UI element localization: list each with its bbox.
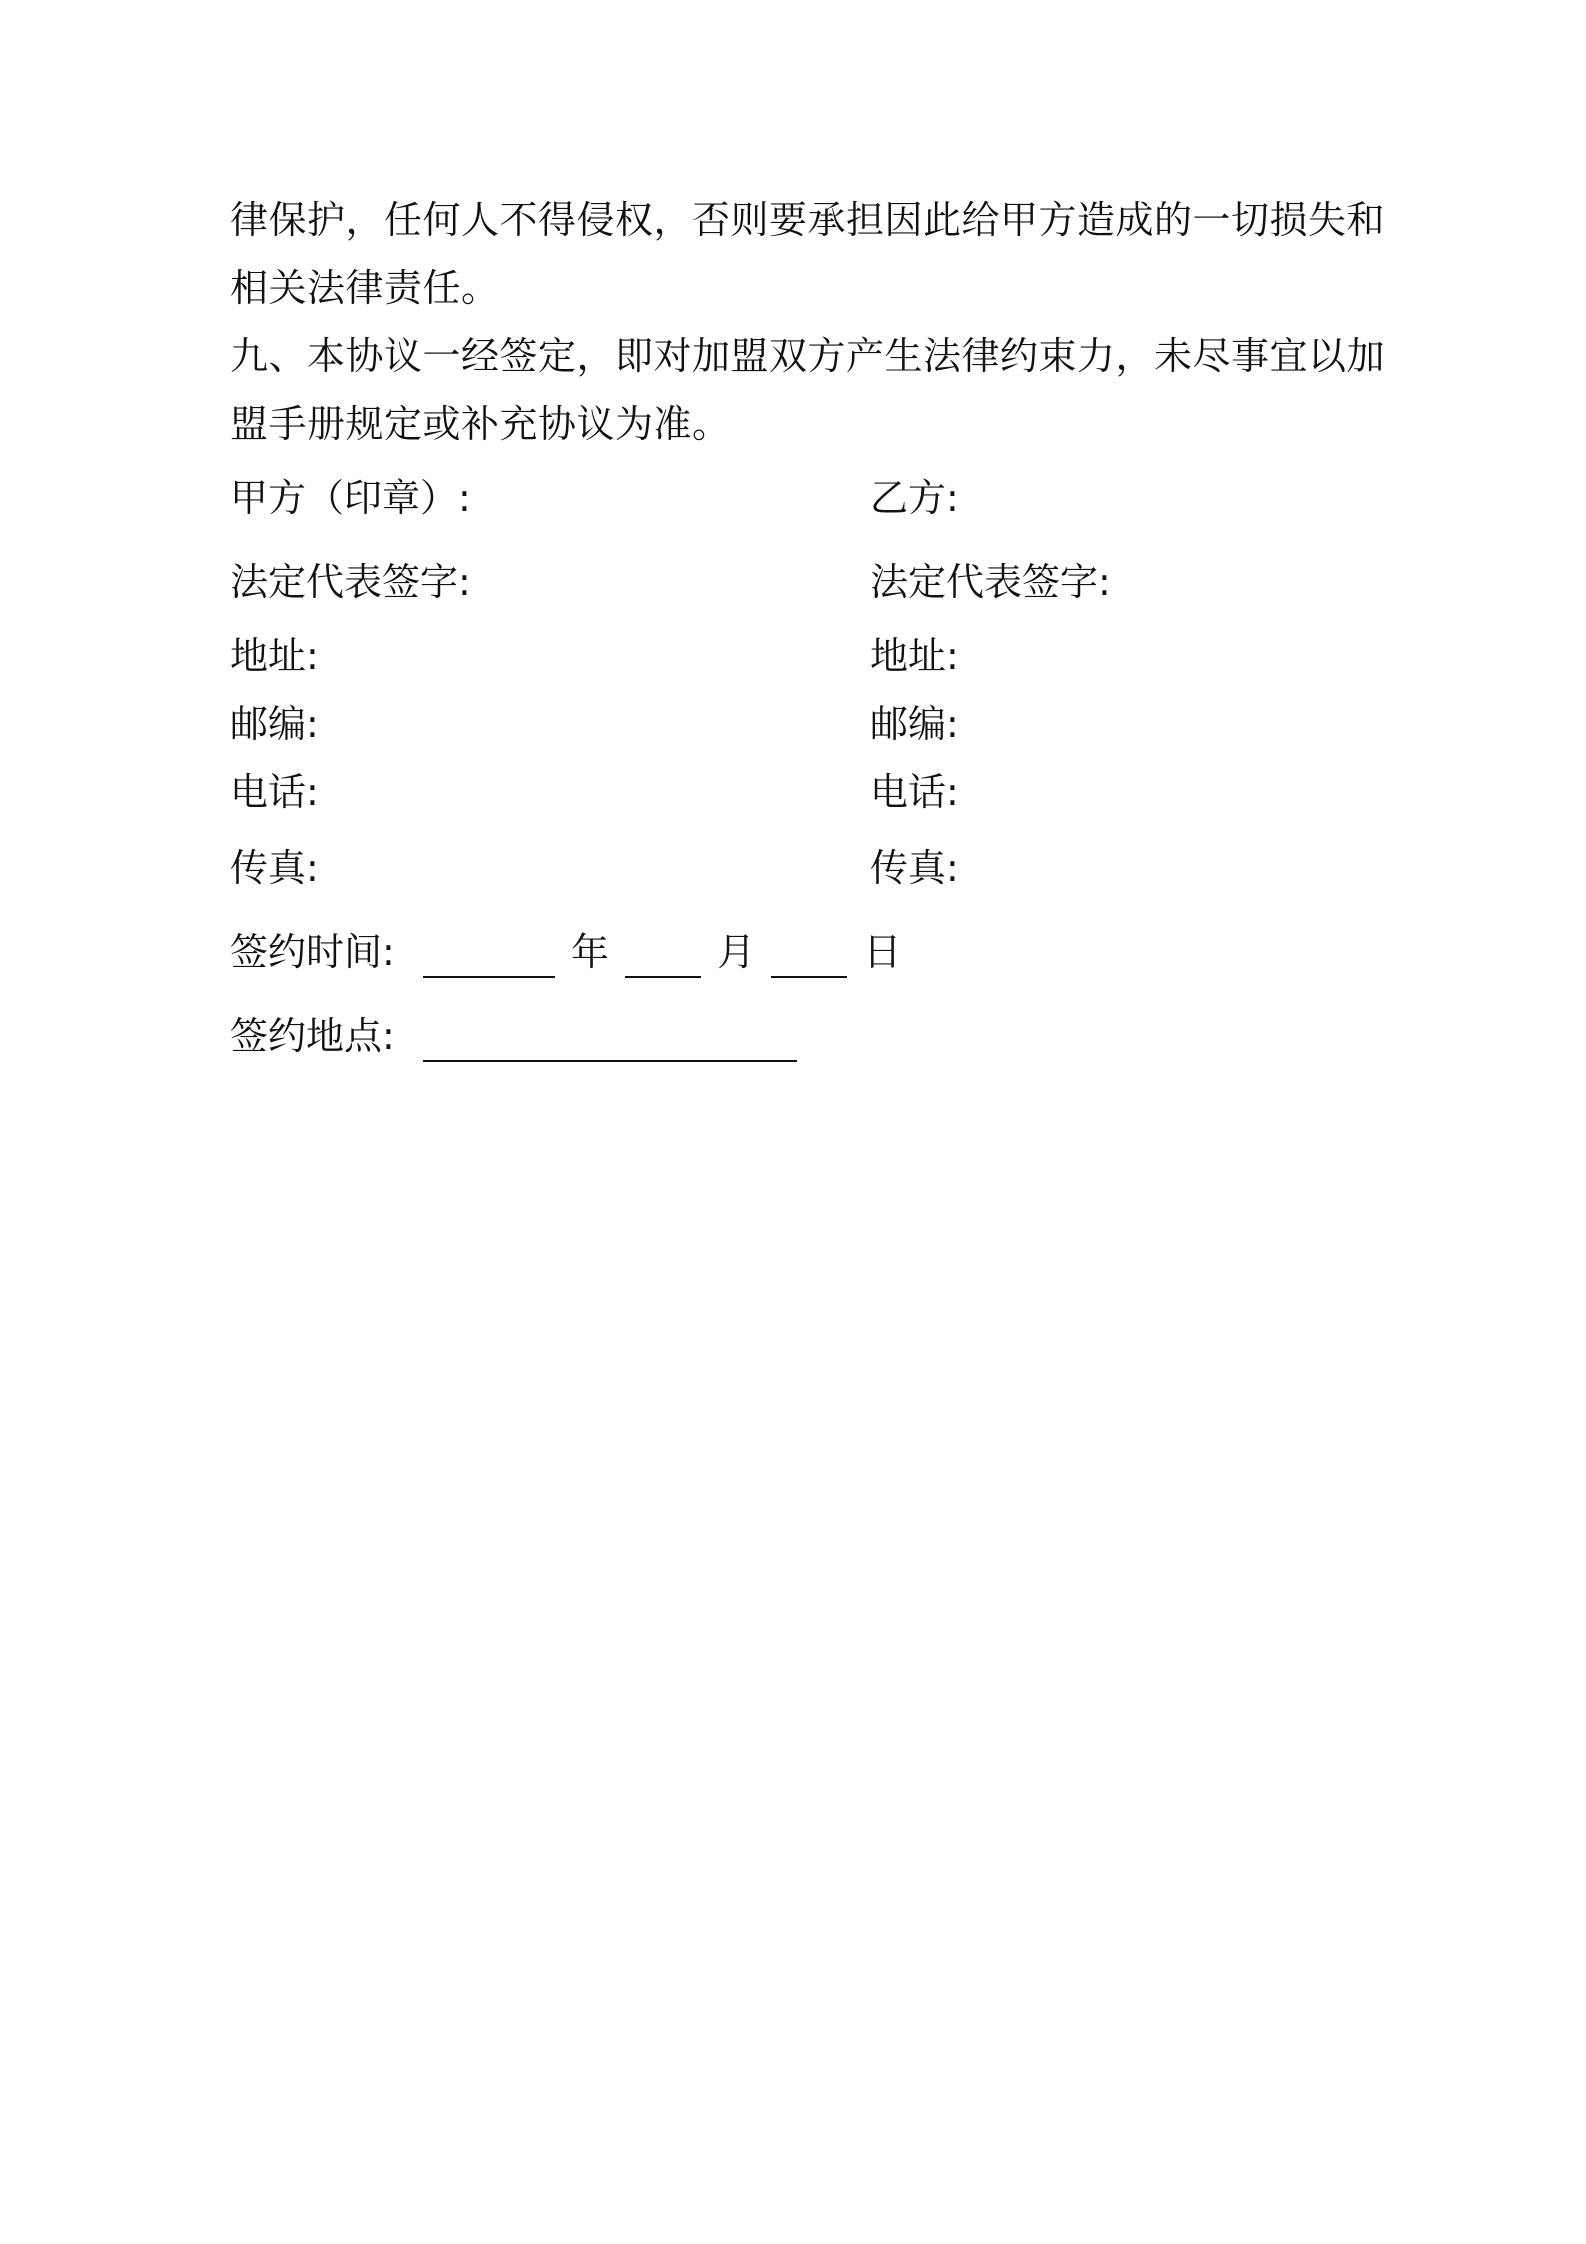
party-a-fax-label: 传真:: [230, 846, 319, 890]
paragraph-clause-9: [230, 322, 1386, 458]
party-b-postcode-label: 邮编:: [870, 702, 959, 746]
paragraph-line: 律保护，任何人不得侵权，否则要承担因此给甲方造成的一切损失和: [230, 198, 1386, 242]
year-label: 年: [571, 930, 610, 974]
year-blank[interactable]: [423, 928, 555, 978]
month-label: 月: [717, 930, 756, 974]
paragraph-line: 盟手册规定或补充协议为准。: [230, 402, 731, 446]
party-a-rep-signature-label: 法定代表签字:: [230, 560, 471, 604]
signing-place-label: 签约地点:: [230, 1014, 395, 1058]
paragraph-clause-8-continued: [230, 186, 1386, 322]
party-b-fax-label: 传真:: [870, 846, 959, 890]
month-blank[interactable]: [625, 928, 701, 978]
party-a-postcode-label: 邮编:: [230, 702, 319, 746]
party-a-phone-label: 电话:: [230, 770, 319, 814]
party-a-address-label: 地址:: [230, 634, 319, 678]
signing-date-row: [230, 928, 901, 978]
party-b-address-label: 地址:: [870, 634, 959, 678]
place-blank[interactable]: [423, 1012, 797, 1062]
signing-time-label: 签约时间:: [230, 930, 395, 974]
signing-place-row: [230, 1012, 801, 1062]
party-b-rep-signature-label: 法定代表签字:: [870, 560, 1111, 604]
paragraph-line: 九、本协议一经签定，即对加盟双方产生法律约束力，未尽事宜以加: [230, 334, 1386, 378]
paragraph-line: 相关法律责任。: [230, 266, 500, 310]
party-b-phone-label: 电话:: [870, 770, 959, 814]
day-blank[interactable]: [771, 928, 847, 978]
party-b-title: 乙方:: [870, 476, 959, 520]
day-label: 日: [863, 930, 902, 974]
party-a-title: 甲方（印章）:: [230, 476, 471, 520]
